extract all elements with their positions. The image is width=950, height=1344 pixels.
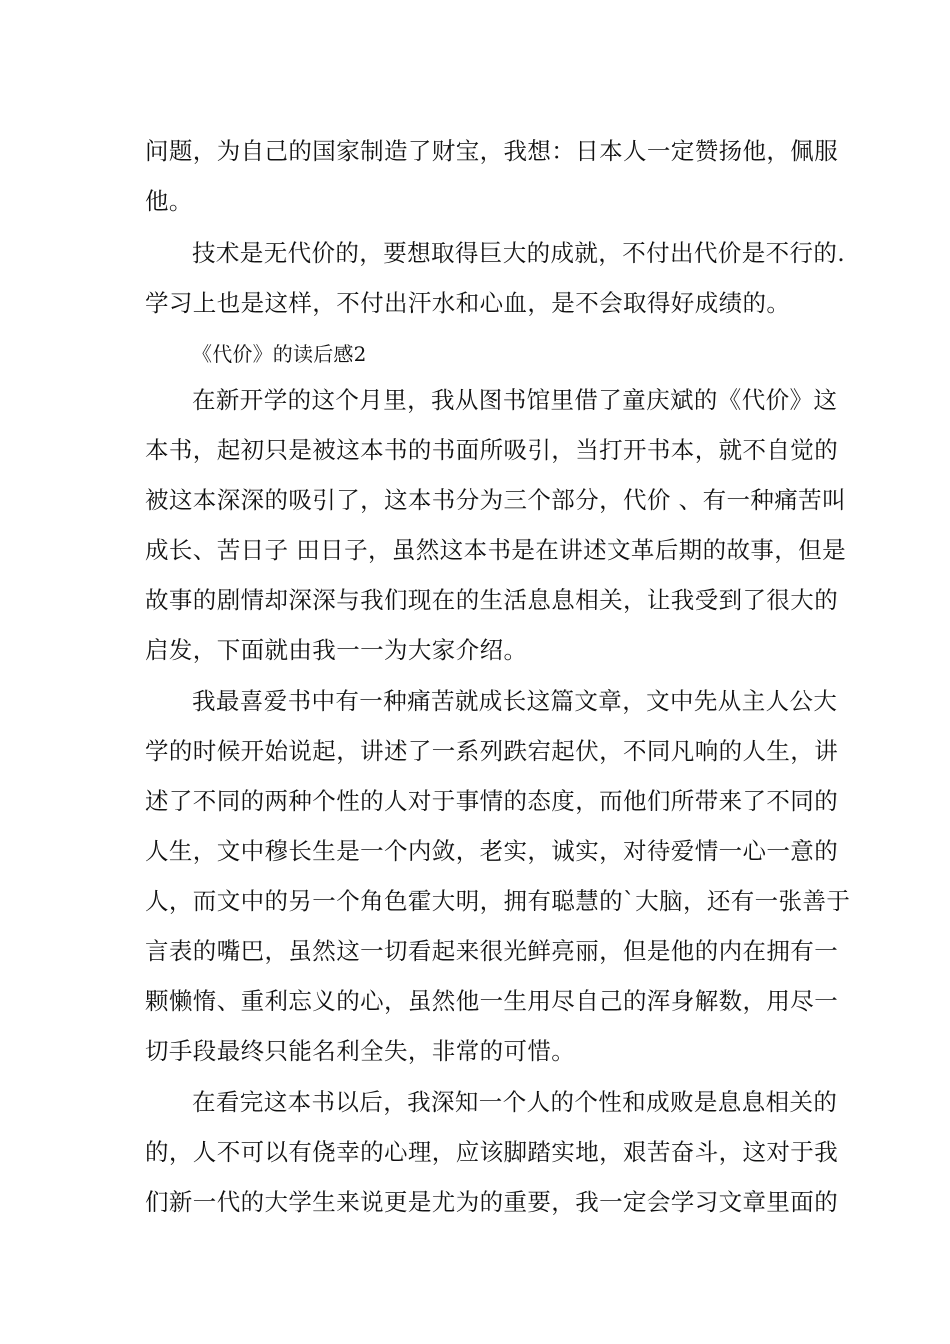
body-text-line: 们新一代的大学生来说更是尤为的重要，我一定会学习文章里面的: [145, 1188, 839, 1216]
body-text-line: 故事的剧情却深深与我们现在的生活息息相关，让我受到了很大的: [145, 586, 839, 614]
body-text-line: 述了不同的两种个性的人对于事情的态度，而他们所带来了不同的: [145, 787, 839, 815]
paragraph-first-line: 技术是无代价的，要想取得巨大的成就，不付出代价是不行的.: [192, 239, 846, 267]
body-text-line: 颗懒惰、重利忘义的心，虽然他一生用尽自己的浑身解数，用尽一: [145, 987, 839, 1015]
body-text-line: 本书，起初只是被这本书的书面所吸引，当打开书本，就不自觉的: [145, 436, 839, 464]
paragraph-first-line: 我最喜爱书中有一种痛苦就成长这篇文章，文中先从主人公大: [192, 687, 838, 715]
body-text-line: 被这本深深的吸引了，这本书分为三个部分，代价 、有一种痛苦叫: [145, 486, 846, 514]
body-text-line: 人，而文中的另一个角色霍大明，拥有聪慧的`大脑，还有一张善于: [145, 887, 851, 915]
section-heading: 《代价》的读后感2: [192, 342, 367, 366]
body-text-line: 他。: [145, 187, 193, 215]
body-text-line: 启发，下面就由我一一为大家介绍。: [145, 636, 528, 664]
body-text-line: 人生，文中穆长生是一个内敛，老实，诚实，对待爱情一心一意的: [145, 837, 839, 865]
body-text-line: 成长、苦日子 田日子，虽然这本书是在讲述文革后期的故事，但是: [145, 536, 846, 564]
paragraph-first-line: 在看完这本书以后，我深知一个人的个性和成败是息息相关的: [192, 1088, 838, 1116]
body-text-line: 的，人不可以有侥幸的心理，应该脚踏实地，艰苦奋斗，这对于我: [145, 1138, 839, 1166]
body-text-line: 学习上也是这样，不付出汗水和心血，是不会取得好成绩的。: [145, 289, 791, 317]
body-text-line: 切手段最终只能名利全失，非常的可惜。: [145, 1037, 576, 1065]
body-text-line: 言表的嘴巴，虽然这一切看起来很光鲜亮丽，但是他的内在拥有一: [145, 937, 839, 965]
body-text-line: 学的时候开始说起，讲述了一系列跌宕起伏，不同凡响的人生，讲: [145, 737, 839, 765]
body-text-line: 问题，为自己的国家制造了财宝，我想：日本人一定赞扬他，佩服: [145, 137, 839, 165]
paragraph-first-line: 在新开学的这个月里，我从图书馆里借了童庆斌的《代价》这: [192, 386, 838, 414]
